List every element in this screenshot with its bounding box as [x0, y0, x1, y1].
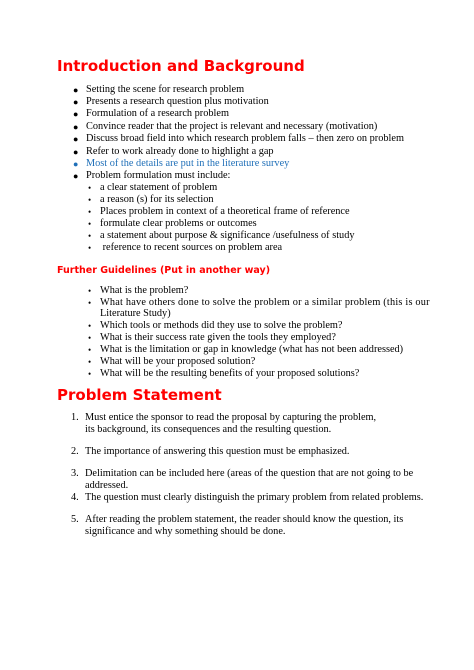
list-item: Which tools or methods did they use to solve the problem? — [100, 320, 343, 331]
sub-bullet: • — [88, 243, 92, 253]
sub-bullet: • — [88, 219, 92, 229]
list-item: Convince reader that the project is relevant and necessary (motivation) — [86, 121, 378, 132]
list-bullet: ● — [73, 147, 79, 157]
sub-bullet: • — [88, 357, 92, 367]
list-bullet: ● — [73, 122, 79, 132]
list-item: Setting the scene for research problem — [86, 84, 245, 95]
sub-list-item: a clear statement of problem — [100, 182, 218, 193]
list-item: Formulation of a research problem — [86, 108, 229, 119]
list-bullet: ● — [73, 97, 79, 107]
numbered-item: The question must clearly distinguish the primary problem from related problems. — [85, 492, 424, 503]
list-bullet: ● — [73, 171, 79, 181]
sub-bullet: • — [88, 231, 92, 241]
list-item: What will be the resulting benefits of your proposed solutions? — [100, 368, 360, 379]
list-item: What is the problem? — [100, 285, 189, 296]
numbered-item: Delimitation can be included here (areas of the question that are not going to be — [85, 468, 414, 479]
sub-bullet: • — [88, 321, 92, 331]
sub-list-item: a statement about purpose & significance /usefulness of study — [100, 230, 355, 241]
numbered-item: After reading the problem statement, the reader should know the question, its — [85, 514, 404, 525]
list-item-continuation: Literature Study) — [100, 308, 171, 319]
sub-list-item: Places problem in context of a theoretical frame of reference — [100, 206, 350, 217]
list-number: 2. — [71, 446, 79, 457]
numbered-item-continuation: significance and why something should be done. — [85, 526, 286, 537]
further-guidelines-heading: Further Guidelines (Put in another way) — [57, 265, 271, 276]
sub-list-item: a reason (s) for its selection — [100, 194, 214, 205]
sub-list-item: formulate clear problems or outcomes — [100, 218, 257, 229]
list-item-highlight: Most of the details are put in the literature survey — [86, 158, 290, 169]
sub-bullet: • — [88, 286, 92, 296]
sub-bullet: • — [88, 298, 92, 308]
sub-list-item: reference to recent sources on problem area — [100, 242, 283, 253]
sub-bullet: • — [88, 345, 92, 355]
list-bullet: ● — [73, 85, 79, 95]
list-bullet: ● — [73, 134, 79, 144]
list-item: Refer to work already done to highlight a gap — [86, 146, 274, 157]
intro-heading: Introduction and Background — [57, 57, 305, 75]
list-number: 5. — [71, 514, 79, 525]
numbered-item: Must entice the sponsor to read the proposal by capturing the problem, — [85, 412, 377, 423]
list-number: 4. — [71, 492, 79, 503]
sub-bullet: • — [88, 207, 92, 217]
numbered-item: The importance of answering this question must be emphasized. — [85, 446, 350, 457]
list-item: What is their success rate given the tools they employed? — [100, 332, 336, 343]
problem-statement-heading: Problem Statement — [57, 386, 222, 404]
list-item: What have others done to solve the problem or a similar problem (this is our — [100, 297, 430, 308]
list-item: Discuss broad field into which research problem falls – then zero on problem — [86, 133, 404, 144]
list-item: Problem formulation must include: — [86, 170, 231, 181]
numbered-item-continuation: its background, its consequences and the resulting question. — [85, 424, 332, 435]
sub-bullet: • — [88, 369, 92, 379]
sub-bullet: • — [88, 333, 92, 343]
list-bullet: ● — [73, 109, 79, 119]
list-item: What is the limitation or gap in knowledge (what has not been addressed) — [100, 344, 404, 355]
list-bullet: ● — [73, 159, 79, 169]
numbered-item-continuation: addressed. — [85, 480, 129, 491]
list-number: 1. — [71, 412, 79, 423]
sub-bullet: • — [88, 195, 92, 205]
list-number: 3. — [71, 468, 79, 479]
sub-bullet: • — [88, 183, 92, 193]
list-item: What will be your proposed solution? — [100, 356, 256, 367]
list-item: Presents a research question plus motivation — [86, 96, 269, 107]
